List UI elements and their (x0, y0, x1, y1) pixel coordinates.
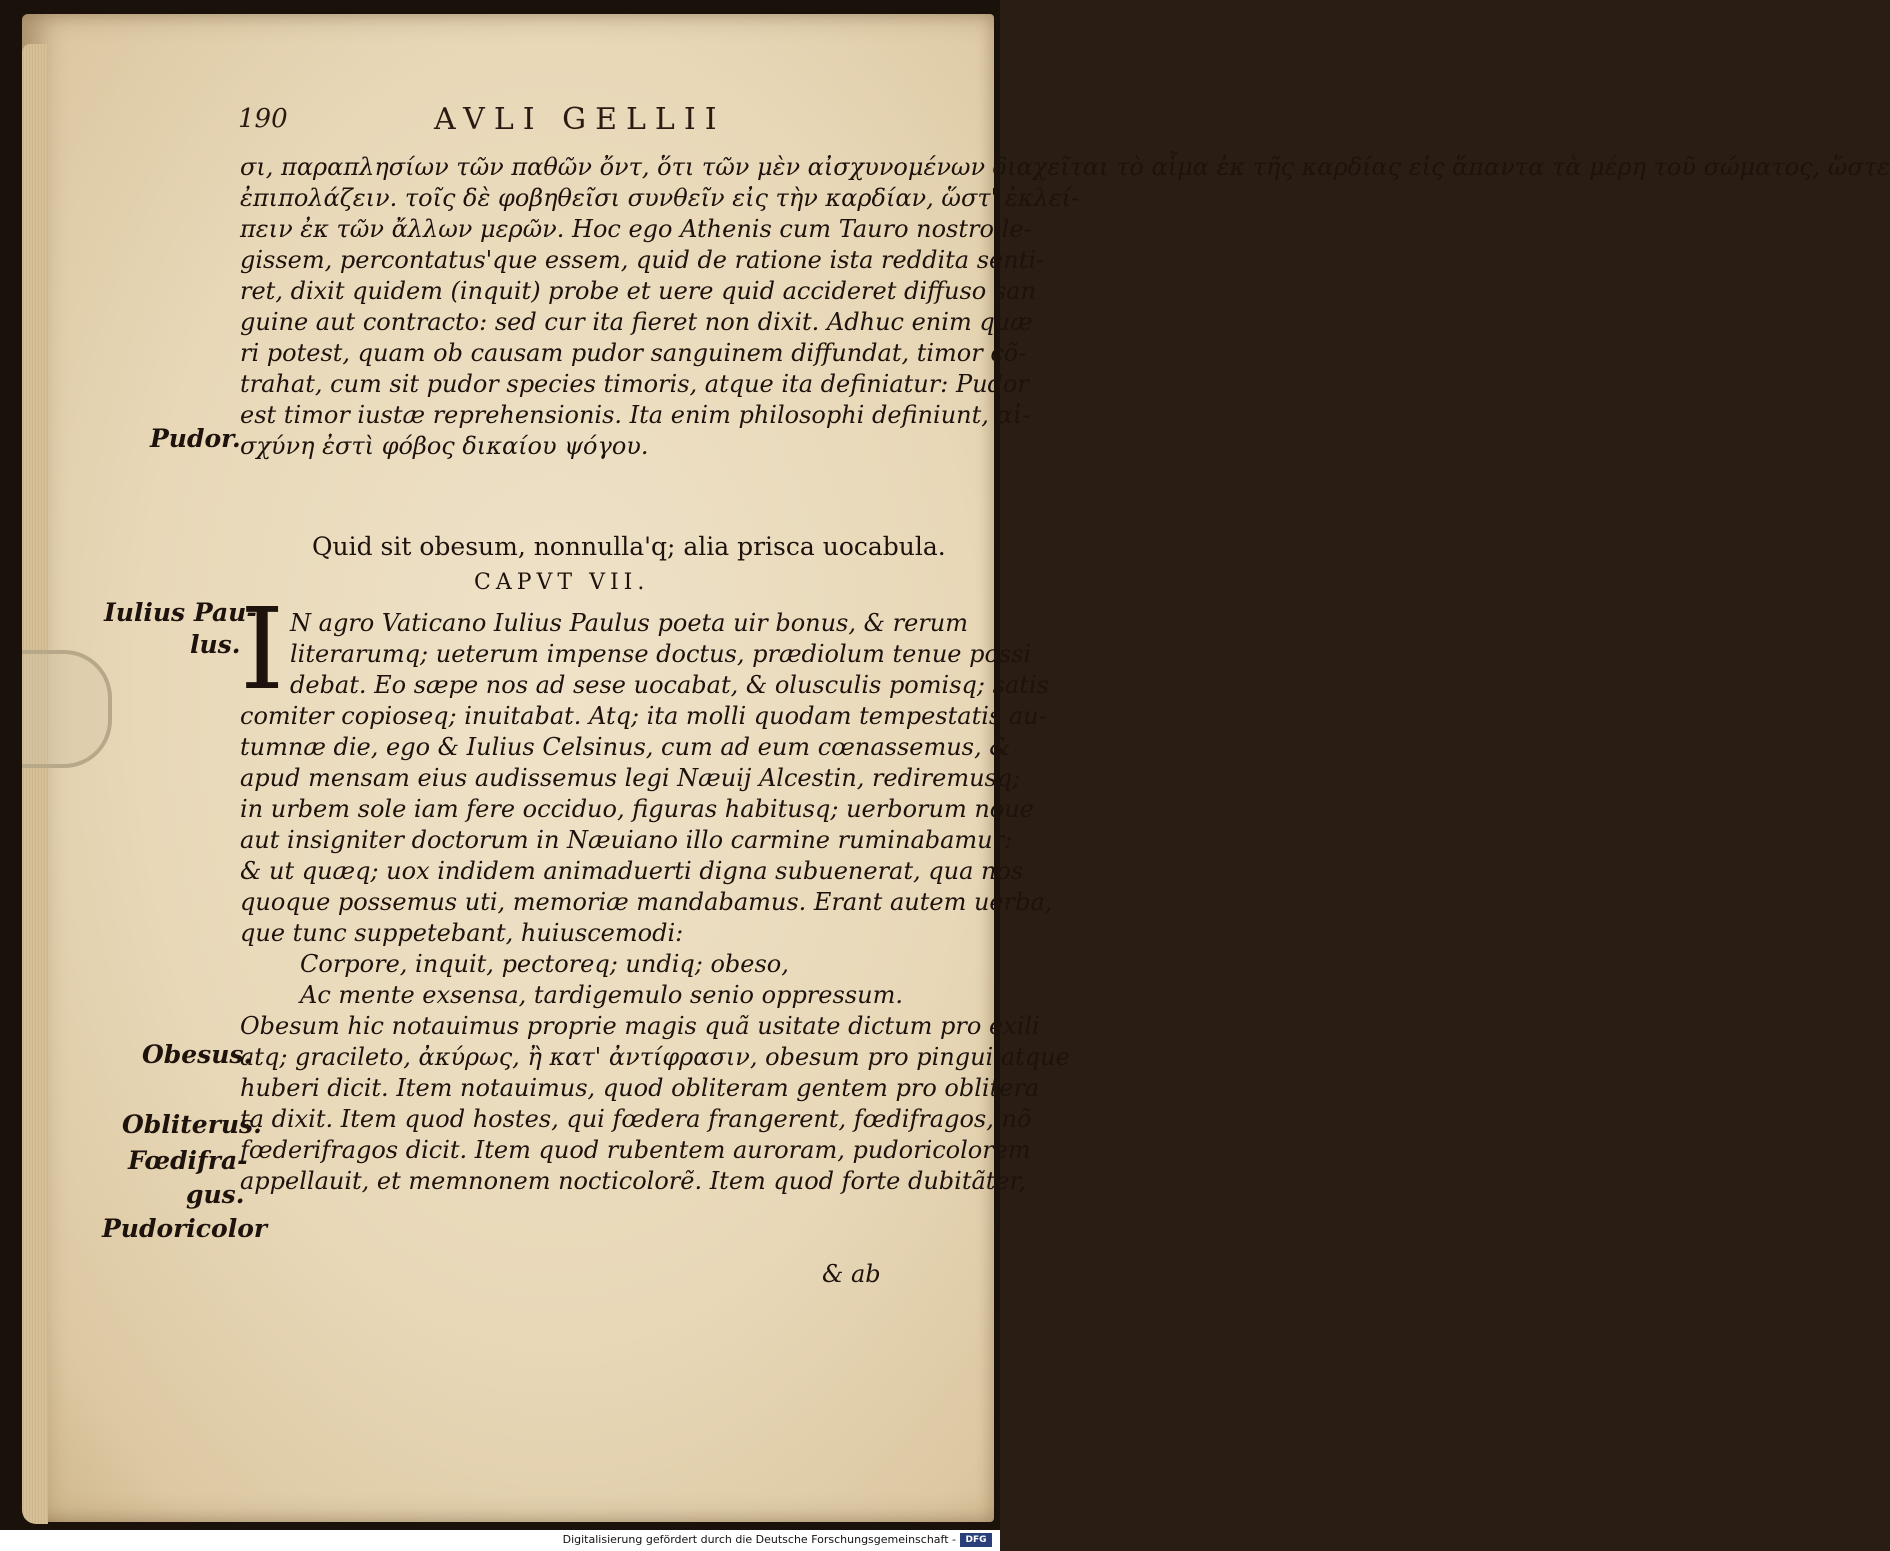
page-number: 190 (238, 104, 288, 134)
text-line: comiter copioseq; inuitabat. Atq; ita molli quodam tempestatis au- (240, 702, 1047, 730)
text-line: est timor iustæ reprehensionis. Ita enim philosophi definiunt, αἰ- (240, 401, 1031, 429)
margin-note-obesus: Obesus. (142, 1040, 253, 1069)
text-line: trahat, cum sit pudor species timoris, atque ita definiatur: Pudor (240, 370, 1029, 398)
chapter-text (240, 608, 1070, 1197)
text-line: tumnæ die, ego & Iulius Celsinus, cum ad eum cœnassemus, & (240, 733, 1011, 761)
footer-bar (0, 1530, 1000, 1551)
dfg-logo: DFG (960, 1533, 992, 1547)
text-line: πειν ἐκ τῶν ἄλλων μερῶν. Hoc ego Athenis cum Tauro nostro le- (240, 215, 1032, 243)
text-line: ta dixit. Item quod hostes, qui fœdera frangerent, fœdifragos, nõ (240, 1105, 1032, 1133)
margin-note-obliterus: Obliterus. (122, 1110, 262, 1139)
margin-note-foedifragus: Fœdifra- (128, 1146, 248, 1175)
text-line: Obesum hic notauimus proprie magis quã usitate dictum pro exili (240, 1012, 1040, 1040)
drop-cap: I (240, 585, 285, 715)
catchword: & ab (822, 1260, 881, 1288)
text-line: ret, dixit quidem (inquit) probe et uere quid accideret diffuso san (240, 277, 1036, 305)
page-clip (22, 650, 112, 768)
text-line: appellauit, et memnonem nocticolorẽ. Item quod forte dubitãter, (240, 1167, 1027, 1195)
text-line: atq; gracileto, ἀκύρως, ἢ κατ' ἀντίφρασιν, obesum pro pingui atque (240, 1043, 1070, 1071)
text-line: literarumq; ueterum impense doctus, prædiolum tenue possi (290, 640, 1032, 668)
chapter-heading: Quid sit obesum, nonnulla'q; alia prisca uocabula. (312, 532, 946, 561)
text-line: quoque possemus uti, memoriæ mandabamus. Erant autem uerba, (240, 888, 1053, 916)
margin-note-iulius-paulus-cont: lus. (190, 630, 241, 659)
footer-credit: Digitalisierung gefördert durch die Deutsche Forschungsgemeinschaft - (562, 1533, 956, 1546)
text-line: ἐπιπολάζειν. τοῖς δὲ φοβηθεῖσι συνθεῖν εἰς τὴν καρδίαν, ὥστ' ἐκλεί- (240, 184, 1080, 212)
verse-line: Corpore, inquit, pectoreq; undiq; obeso, (300, 950, 789, 978)
text-line: σχύνη ἐστὶ φόβος δικαίου ψόγου. (240, 432, 649, 460)
page-edges (22, 44, 48, 1524)
text-line: gissem, percontatus'que essem, quid de ratione ista reddita senti- (240, 246, 1045, 274)
text-line: fœderifragos dicit. Item quod rubentem auroram, pudoricolorem (240, 1136, 1031, 1164)
text-line: debat. Eo sæpe nos ad sese uocabat, & olusculis pomisq; satis (290, 671, 1049, 699)
margin-note-pudoricolor: Pudoricolor (102, 1214, 268, 1243)
text-line: & ut quæq; uox indidem animaduerti digna subuenerat, qua nos (240, 857, 1024, 885)
text-line: N agro Vaticano Iulius Paulus poeta uir bonus, & rerum (290, 609, 968, 637)
margin-note-pudor: Pudor. (150, 424, 241, 453)
text-line: σι, παραπλησίων τῶν παθῶν ὄντ, ὅτι τῶν μὲν αἰσχυνομένων διαχεῖται τὸ αἷμα ἐκ τῆς καρδίας εἰς ἅπαντα τὰ μέρη τοῦ σώματος, ὥστε (240, 153, 1890, 181)
text-line: apud mensam eius audissemus legi Næuij Alcestin, rediremusq; (240, 764, 1021, 792)
chapter-number: CAPVT VII. (474, 570, 650, 595)
section-one-text (240, 152, 1890, 462)
text-line: que tunc suppetebant, huiuscemodi: (240, 919, 684, 947)
margin-note-foedifragus-cont: gus. (186, 1180, 245, 1209)
text-line: guine aut contracto: sed cur ita fieret non dixit. Adhuc enim quæ (240, 308, 1033, 336)
running-head (238, 104, 758, 144)
verse-line: Ac mente exsensa, tardigemulo senio oppressum. (300, 981, 903, 1009)
text-line: ri potest, quam ob causam pudor sanguinem diffundat, timor cõ- (240, 339, 1027, 367)
text-line: in urbem sole iam fere occiduo, figuras habitusq; uerborum noue (240, 795, 1034, 823)
book-title: AVLI GELLII (434, 102, 726, 137)
text-line: huberi dicit. Item notauimus, quod obliteram gentem pro oblitera (240, 1074, 1040, 1102)
text-line: aut insigniter doctorum in Næuiano illo carmine ruminabamur: (240, 826, 1013, 854)
margin-note-iulius-paulus: Iulius Pau- (104, 598, 257, 627)
